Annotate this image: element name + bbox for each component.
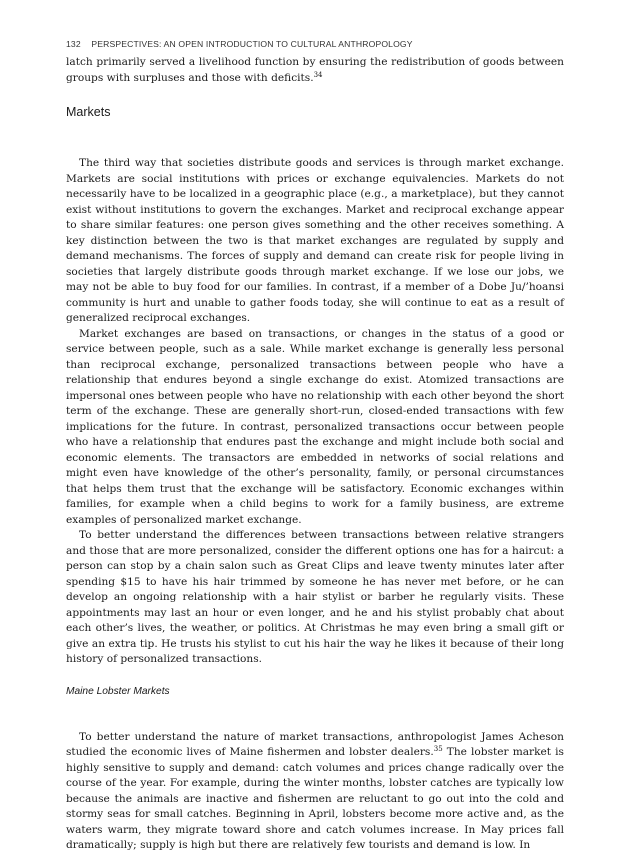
paragraph [66,730,564,854]
subsection-heading: Maine Lobster Markets [66,685,170,697]
running-header [66,39,413,49]
paragraph: Market exchanges are based on transactions, or changes in the status of a good or service between people, such as a sale. While market exchange is generally less personal than reciprocal exchange, personalized transactions between people who have a relationship that endures beyond a single exchange do exist. Atomized transactions are impersonal ones between people who have no relationship with each other beyond the short term of the exchange. These are generally short-run, closed-ended transactions with few implications for the future. In contrast, personalized transactions occur between people who have a relationship that endures past the exchange and might include both social and economic elements. The transactors are embedded in networks of social relations and might even have knowledge of the other’s personality, family, or personal circumstances that helps them trust that the exchange will be satisfactory. Economic exchanges within families, for example when a child begins to work for a family business, are extreme examples of personalized market exchange. [66,327,564,526]
paragraph: The third way that societies distribute goods and services is through market exchange. Markets are social institutions with prices or exchange equivalencies. Markets do not necessarily have to be localized in a geographic place (e.g., a marketplace), but they cannot exist without institutions to govern the exchanges. Market and reciprocal exchange appear to share similar features: one person gives something and the other receives something. A key distinction between the two is that market exchanges are regulated by supply and demand mechanisms. The forces of supply and demand can create risk for people living in societies that largely distribute goods through market exchange. If we lose our jobs, we may not be able to buy food for our families. In contrast, if a member of a Dobe Ju/’hoansi community is hurt and unable to gather foods today, she will continue to eat as a result of generalized reciprocal exchanges. [66,157,564,324]
body-text [66,55,564,854]
section-heading: Markets [66,105,111,119]
page-number: 132 [66,39,81,49]
paragraph-text: latch primarily served a livelihood function by ensuring the redistribution of goods between groups with surpluses and those with deficits. [66,56,564,84]
paragraph-text: The lobster market is highly sensitive to supply and demand: catch volumes and prices change radically over the course of the year. For example, during the winter months, lobster catches are typically low because the animals are inactive and fishermen are reluctant to go out into the cold and stormy seas for small catches. Beginning in April, lobsters become more active and, as the waters warm, they migrate toward shore and catch volumes increase. In May prices fall dramatically; supply is high but there are relatively few tourists and demand is low. In [66,746,564,851]
paragraph-continued [66,55,564,86]
paragraph: To better understand the differences between transactions between relative strangers and those that are more personalized, consider the different options one has for a haircut: a person can stop by a chain salon such as Great Clips and leave twenty minutes later after spending $15 to have his hair trimmed by someone he has never met before, or he can develop an ongoing relationship with a hair stylist or barber he regularly visits. These appointments may last an hour or even longer, and he and his stylist probably chat about each other’s lives, the weather, or politics. At Christmas he may even bring a small gift or give an extra tip. He trusts his stylist to cut his hair the way he likes it because of their long history of personalized transactions. [66,529,564,665]
footnote-ref: 34 [313,70,323,79]
running-title: PERSPECTIVES: AN OPEN INTRODUCTION TO CULTURAL ANTHROPOLOGY [91,39,413,49]
paragraph-text: To better understand the nature of market transactions, anthropologist James Acheson studied the economic lives of Maine fishermen and lobster dealers. [66,730,564,758]
footnote-ref: 35 [433,745,443,753]
